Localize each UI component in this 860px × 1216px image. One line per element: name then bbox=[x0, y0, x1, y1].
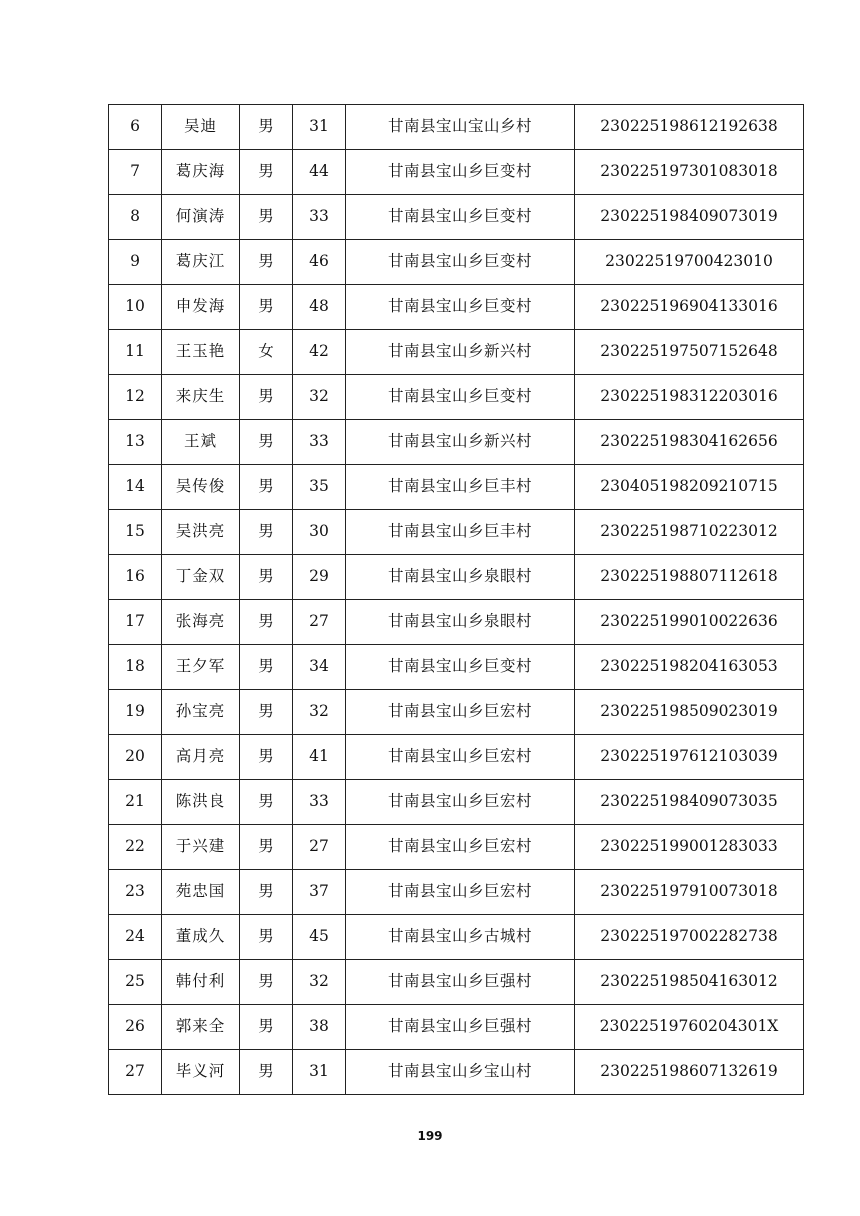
table-row bbox=[109, 825, 804, 870]
cell-age: 27 bbox=[293, 825, 346, 870]
cell-id-number: 230225198504163012 bbox=[575, 960, 804, 1005]
cell-sex: 男 bbox=[240, 1005, 293, 1050]
cell-age: 32 bbox=[293, 960, 346, 1005]
cell-age: 31 bbox=[293, 1050, 346, 1095]
cell-name: 王夕军 bbox=[162, 645, 240, 690]
cell-number: 27 bbox=[109, 1050, 162, 1095]
cell-age: 45 bbox=[293, 915, 346, 960]
cell-age: 29 bbox=[293, 555, 346, 600]
table-row bbox=[109, 285, 804, 330]
cell-number: 11 bbox=[109, 330, 162, 375]
cell-address: 甘南县宝山乡巨宏村 bbox=[346, 870, 575, 915]
cell-name: 陈洪良 bbox=[162, 780, 240, 825]
cell-address: 甘南县宝山乡巨宏村 bbox=[346, 780, 575, 825]
cell-age: 27 bbox=[293, 600, 346, 645]
roster-table bbox=[108, 104, 804, 1095]
cell-age: 38 bbox=[293, 1005, 346, 1050]
cell-sex: 男 bbox=[240, 240, 293, 285]
cell-id-number: 230225197301083018 bbox=[575, 150, 804, 195]
cell-age: 41 bbox=[293, 735, 346, 780]
cell-age: 32 bbox=[293, 375, 346, 420]
cell-name: 张海亮 bbox=[162, 600, 240, 645]
cell-age: 44 bbox=[293, 150, 346, 195]
cell-age: 31 bbox=[293, 105, 346, 150]
cell-name: 韩付利 bbox=[162, 960, 240, 1005]
cell-number: 20 bbox=[109, 735, 162, 780]
cell-age: 33 bbox=[293, 420, 346, 465]
table-row bbox=[109, 420, 804, 465]
cell-number: 10 bbox=[109, 285, 162, 330]
cell-number: 7 bbox=[109, 150, 162, 195]
cell-id-number: 230225199010022636 bbox=[575, 600, 804, 645]
cell-id-number: 230225198612192638 bbox=[575, 105, 804, 150]
roster-table-body bbox=[109, 105, 804, 1095]
cell-sex: 男 bbox=[240, 915, 293, 960]
cell-number: 21 bbox=[109, 780, 162, 825]
table-row bbox=[109, 375, 804, 420]
cell-name: 丁金双 bbox=[162, 555, 240, 600]
cell-age: 33 bbox=[293, 780, 346, 825]
cell-id-number: 230225198312203016 bbox=[575, 375, 804, 420]
cell-sex: 男 bbox=[240, 1050, 293, 1095]
cell-id-number: 23022519760204301X bbox=[575, 1005, 804, 1050]
cell-address: 甘南县宝山乡巨变村 bbox=[346, 240, 575, 285]
table-row bbox=[109, 465, 804, 510]
cell-name: 王斌 bbox=[162, 420, 240, 465]
cell-number: 25 bbox=[109, 960, 162, 1005]
cell-name: 郭来全 bbox=[162, 1005, 240, 1050]
cell-id-number: 230225198204163053 bbox=[575, 645, 804, 690]
cell-sex: 男 bbox=[240, 375, 293, 420]
cell-number: 22 bbox=[109, 825, 162, 870]
cell-number: 14 bbox=[109, 465, 162, 510]
table-row bbox=[109, 780, 804, 825]
cell-name: 董成久 bbox=[162, 915, 240, 960]
cell-address: 甘南县宝山乡巨变村 bbox=[346, 285, 575, 330]
cell-address: 甘南县宝山乡巨丰村 bbox=[346, 510, 575, 555]
cell-number: 6 bbox=[109, 105, 162, 150]
cell-address: 甘南县宝山乡泉眼村 bbox=[346, 600, 575, 645]
cell-number: 23 bbox=[109, 870, 162, 915]
cell-sex: 男 bbox=[240, 285, 293, 330]
cell-number: 8 bbox=[109, 195, 162, 240]
cell-number: 26 bbox=[109, 1005, 162, 1050]
cell-address: 甘南县宝山乡巨变村 bbox=[346, 195, 575, 240]
table-row bbox=[109, 600, 804, 645]
cell-name: 吴迪 bbox=[162, 105, 240, 150]
cell-address: 甘南县宝山乡泉眼村 bbox=[346, 555, 575, 600]
table-row bbox=[109, 960, 804, 1005]
cell-sex: 男 bbox=[240, 195, 293, 240]
cell-number: 18 bbox=[109, 645, 162, 690]
cell-name: 苑忠国 bbox=[162, 870, 240, 915]
cell-address: 甘南县宝山乡巨丰村 bbox=[346, 465, 575, 510]
cell-sex: 男 bbox=[240, 510, 293, 555]
cell-sex: 男 bbox=[240, 465, 293, 510]
table-row bbox=[109, 555, 804, 600]
cell-age: 42 bbox=[293, 330, 346, 375]
table-row bbox=[109, 1005, 804, 1050]
cell-address: 甘南县宝山乡巨变村 bbox=[346, 375, 575, 420]
cell-id-number: 230225198409073035 bbox=[575, 780, 804, 825]
cell-sex: 男 bbox=[240, 645, 293, 690]
cell-id-number: 230225198607132619 bbox=[575, 1050, 804, 1095]
cell-address: 甘南县宝山乡巨变村 bbox=[346, 645, 575, 690]
cell-address: 甘南县宝山乡巨变村 bbox=[346, 150, 575, 195]
cell-number: 9 bbox=[109, 240, 162, 285]
cell-sex: 男 bbox=[240, 555, 293, 600]
cell-age: 48 bbox=[293, 285, 346, 330]
cell-sex: 男 bbox=[240, 600, 293, 645]
cell-id-number: 230225197002282738 bbox=[575, 915, 804, 960]
table-row bbox=[109, 645, 804, 690]
cell-name: 何演涛 bbox=[162, 195, 240, 240]
table-row bbox=[109, 330, 804, 375]
cell-id-number: 230225196904133016 bbox=[575, 285, 804, 330]
table-row bbox=[109, 1050, 804, 1095]
cell-address: 甘南县宝山乡新兴村 bbox=[346, 420, 575, 465]
cell-name: 葛庆海 bbox=[162, 150, 240, 195]
table-row bbox=[109, 240, 804, 285]
cell-address: 甘南县宝山乡宝山村 bbox=[346, 1050, 575, 1095]
cell-id-number: 230225198710223012 bbox=[575, 510, 804, 555]
cell-age: 34 bbox=[293, 645, 346, 690]
cell-address: 甘南县宝山宝山乡村 bbox=[346, 105, 575, 150]
cell-age: 35 bbox=[293, 465, 346, 510]
cell-id-number: 230225198509023019 bbox=[575, 690, 804, 735]
cell-id-number: 230225198409073019 bbox=[575, 195, 804, 240]
cell-sex: 女 bbox=[240, 330, 293, 375]
cell-number: 17 bbox=[109, 600, 162, 645]
cell-name: 高月亮 bbox=[162, 735, 240, 780]
cell-name: 毕义河 bbox=[162, 1050, 240, 1095]
cell-id-number: 230225199001283033 bbox=[575, 825, 804, 870]
cell-age: 46 bbox=[293, 240, 346, 285]
cell-sex: 男 bbox=[240, 105, 293, 150]
cell-address: 甘南县宝山乡巨强村 bbox=[346, 960, 575, 1005]
table-row bbox=[109, 870, 804, 915]
cell-age: 37 bbox=[293, 870, 346, 915]
table-row bbox=[109, 510, 804, 555]
cell-address: 甘南县宝山乡巨强村 bbox=[346, 1005, 575, 1050]
cell-address: 甘南县宝山乡巨宏村 bbox=[346, 690, 575, 735]
cell-number: 13 bbox=[109, 420, 162, 465]
cell-number: 16 bbox=[109, 555, 162, 600]
table-row bbox=[109, 105, 804, 150]
cell-id-number: 230225197910073018 bbox=[575, 870, 804, 915]
cell-sex: 男 bbox=[240, 690, 293, 735]
cell-age: 33 bbox=[293, 195, 346, 240]
cell-number: 24 bbox=[109, 915, 162, 960]
table-row bbox=[109, 690, 804, 735]
cell-id-number: 230225197612103039 bbox=[575, 735, 804, 780]
cell-name: 孙宝亮 bbox=[162, 690, 240, 735]
cell-number: 12 bbox=[109, 375, 162, 420]
cell-number: 19 bbox=[109, 690, 162, 735]
cell-sex: 男 bbox=[240, 420, 293, 465]
cell-age: 30 bbox=[293, 510, 346, 555]
table-row bbox=[109, 150, 804, 195]
cell-address: 甘南县宝山乡古城村 bbox=[346, 915, 575, 960]
cell-id-number: 230225197507152648 bbox=[575, 330, 804, 375]
cell-name: 申发海 bbox=[162, 285, 240, 330]
page-number: 199 bbox=[417, 1129, 443, 1143]
table-row bbox=[109, 735, 804, 780]
cell-sex: 男 bbox=[240, 960, 293, 1005]
cell-address: 甘南县宝山乡巨宏村 bbox=[346, 735, 575, 780]
cell-name: 来庆生 bbox=[162, 375, 240, 420]
cell-address: 甘南县宝山乡巨宏村 bbox=[346, 825, 575, 870]
cell-id-number: 230405198209210715 bbox=[575, 465, 804, 510]
cell-name: 吴传俊 bbox=[162, 465, 240, 510]
cell-sex: 男 bbox=[240, 825, 293, 870]
cell-id-number: 230225198304162656 bbox=[575, 420, 804, 465]
cell-address: 甘南县宝山乡新兴村 bbox=[346, 330, 575, 375]
cell-name: 葛庆江 bbox=[162, 240, 240, 285]
cell-age: 32 bbox=[293, 690, 346, 735]
cell-sex: 男 bbox=[240, 870, 293, 915]
cell-sex: 男 bbox=[240, 150, 293, 195]
cell-name: 王玉艳 bbox=[162, 330, 240, 375]
cell-sex: 男 bbox=[240, 735, 293, 780]
cell-name: 吴洪亮 bbox=[162, 510, 240, 555]
cell-name: 于兴建 bbox=[162, 825, 240, 870]
cell-number: 15 bbox=[109, 510, 162, 555]
cell-id-number: 230225198807112618 bbox=[575, 555, 804, 600]
table-row bbox=[109, 915, 804, 960]
table-row bbox=[109, 195, 804, 240]
cell-id-number: 23022519700423010 bbox=[575, 240, 804, 285]
cell-sex: 男 bbox=[240, 780, 293, 825]
